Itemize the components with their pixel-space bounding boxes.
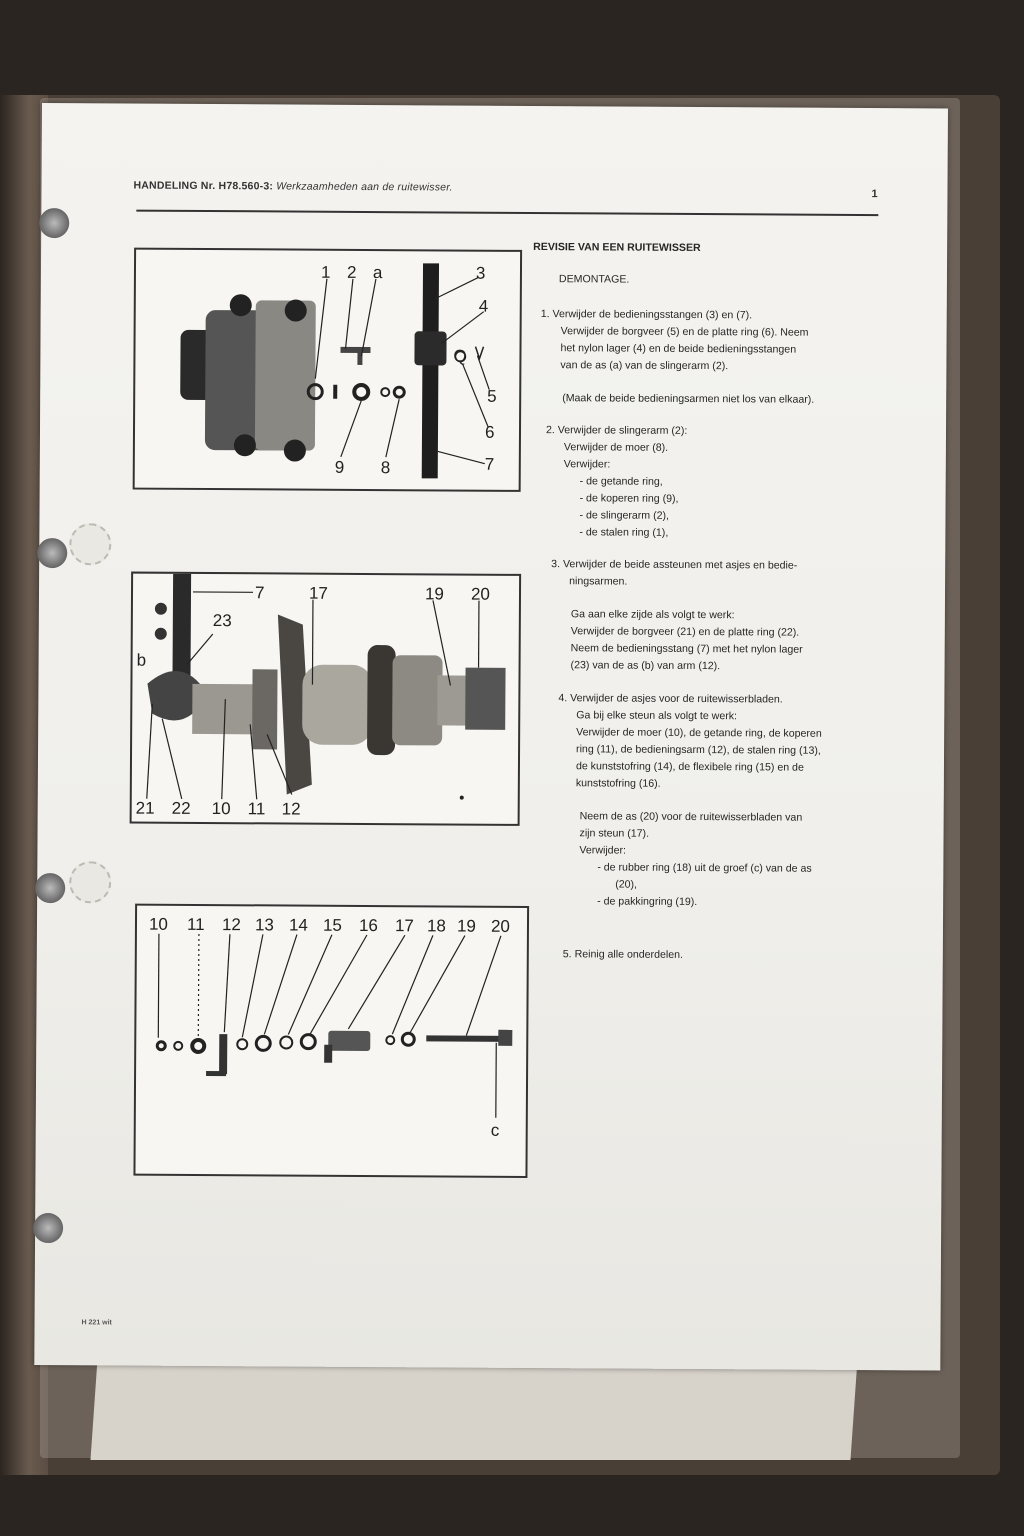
step-1-line-4: van de as (a) van de slingerarm (2). [560, 359, 729, 373]
fig2-label-17: 17 [308, 583, 328, 603]
fig3-label-20: 20 [490, 916, 510, 936]
fig3-label-13: 13 [254, 915, 274, 935]
fig3-label-17: 17 [394, 916, 414, 936]
fig1-label-2: 2 [346, 262, 357, 282]
step-2-line-2: Verwijder de moer (8). [563, 441, 669, 454]
fig1-label-5: 5 [487, 386, 497, 406]
fig2-label-7: 7 [254, 583, 265, 603]
fig2-label-21: 21 [135, 798, 155, 818]
fig3-label-19: 19 [456, 916, 476, 936]
fig2-label-19: 19 [424, 584, 444, 604]
step-1-line-3: het nylon lager (4) en de beide bedieningsstangen [560, 342, 797, 356]
fig3-label-15: 15 [322, 915, 342, 935]
fig1-label-6: 6 [484, 422, 495, 442]
step-3-line-3: Ga aan elke zijde als volgt te werk: [570, 608, 735, 622]
fig2-label-22: 22 [171, 798, 191, 818]
page-number: 1 [871, 188, 878, 201]
fig1-label-7: 7 [484, 454, 495, 474]
fig1-label-9: 9 [334, 457, 345, 477]
fig2-label-11: 11 [247, 799, 266, 819]
fig2-label-12: 12 [281, 799, 301, 819]
fig2-label-b: b [136, 650, 147, 670]
step-2-item-2: - de koperen ring (9), [579, 492, 679, 505]
step-2-item-4: - de stalen ring (1), [579, 526, 669, 539]
figure-wiper-motor [133, 248, 522, 492]
fig1-label-q: Q [453, 346, 467, 366]
step-4-line-2: Ga bij elke steun als volgt te werk: [576, 709, 738, 723]
fig1-label-4: 4 [478, 296, 489, 316]
fig3-label-16: 16 [358, 915, 378, 936]
fig3-label-11: 11 [186, 914, 205, 935]
step-3-line-6: (23) van de as (b) van arm (12). [570, 659, 721, 673]
step-2-line-1: 2. Verwijder de slingerarm (2): [545, 424, 688, 437]
step-4-line-5: de kunststofring (14), de flexibele ring (15) en de [575, 760, 804, 774]
step-4-item-1: - de rubber ring (18) uit de groef (c) van de as [597, 861, 812, 875]
section-title: REVISIE VAN EEN RUITEWISSER [533, 241, 701, 255]
binder-ring-icon [39, 208, 69, 238]
step-2-item-1: - de getande ring, [579, 475, 663, 488]
punch-hole-icon [69, 861, 111, 903]
fig1-label-8: 8 [380, 458, 391, 478]
fig3-label-18: 18 [426, 916, 446, 936]
step-5: 5. Reinig alle onderdelen. [562, 948, 684, 961]
fig3-label-12: 12 [221, 915, 241, 935]
fig2-label-20: 20 [470, 584, 490, 604]
step-1-note: (Maak de beide bedieningsarmen niet los van elkaar). [562, 392, 815, 406]
step-4-line-3: Verwijder de moer (10), de getande ring, de koperen [576, 726, 822, 740]
step-4-item-2: - de pakkingring (19). [597, 895, 698, 909]
fig3-label-14: 14 [288, 915, 308, 935]
punch-hole-icon [69, 523, 111, 565]
binder-ring-icon [33, 1213, 63, 1243]
fig1-label-3: 3 [475, 263, 486, 283]
step-4-line-9: Verwijder: [579, 844, 626, 857]
binder-ring-icon [35, 873, 65, 903]
step-4-item-1-cont: (20), [615, 878, 638, 891]
figure-exploded-parts [133, 904, 529, 1178]
step-3-line-1: 3. Verwijder de beide assteunen met asjes en bedie- [551, 558, 798, 572]
step-4-line-1: 4. Verwijder de asjes voor de ruitewisserbladen. [558, 692, 783, 706]
binder-ring-icon [37, 538, 67, 568]
step-1-line-1: 1. Verwijder de bedieningsstangen (3) en (7). [540, 308, 753, 322]
step-4-line-4: ring (11), de bedieningsarm (12), de stalen ring (13), [576, 743, 821, 757]
fig1-label-a: a [372, 263, 383, 283]
figure-1-drawing [135, 250, 520, 490]
fig2-label-10: 10 [211, 799, 231, 819]
step-2-line-3: Verwijder: [563, 458, 611, 471]
step-3-line-2: ningsarmen. [569, 575, 628, 588]
step-4-line-7: Neem de as (20) voor de ruitewisserbladen van [579, 810, 803, 824]
figure-3-drawing [135, 906, 527, 1176]
page-footer: H 221 wit [81, 1319, 112, 1327]
fig3-label-c: c [490, 1120, 500, 1140]
subsection-title: DEMONTAGE. [558, 273, 630, 286]
figure-2-drawing [132, 574, 520, 824]
figure-wiper-spindle [130, 572, 522, 826]
page-header [133, 180, 452, 194]
fig2-label-23: 23 [212, 611, 232, 631]
step-1-line-2: Verwijder de borgveer (5) en de platte ring (6). Neem [560, 325, 809, 339]
step-3-line-5: Neem de bedieningsstang (7) met het nylon lager [570, 642, 803, 656]
fig1-label-1: 1 [320, 262, 331, 282]
step-2-item-3: - de slingerarm (2), [579, 509, 670, 522]
header-rule [136, 210, 878, 217]
fig3-label-10: 10 [148, 914, 168, 934]
header-subtitle: Werkzaamheden aan de ruitewisser. [276, 180, 453, 194]
step-4-line-6: kunststofring (16). [575, 777, 661, 790]
step-3-line-4: Verwijder de borgveer (21) en de platte ring (22). [570, 625, 800, 639]
header-title: HANDELING Nr. H78.560-3: [133, 179, 274, 193]
step-4-line-8: zijn steun (17). [579, 827, 650, 840]
manual-page [34, 103, 948, 1371]
